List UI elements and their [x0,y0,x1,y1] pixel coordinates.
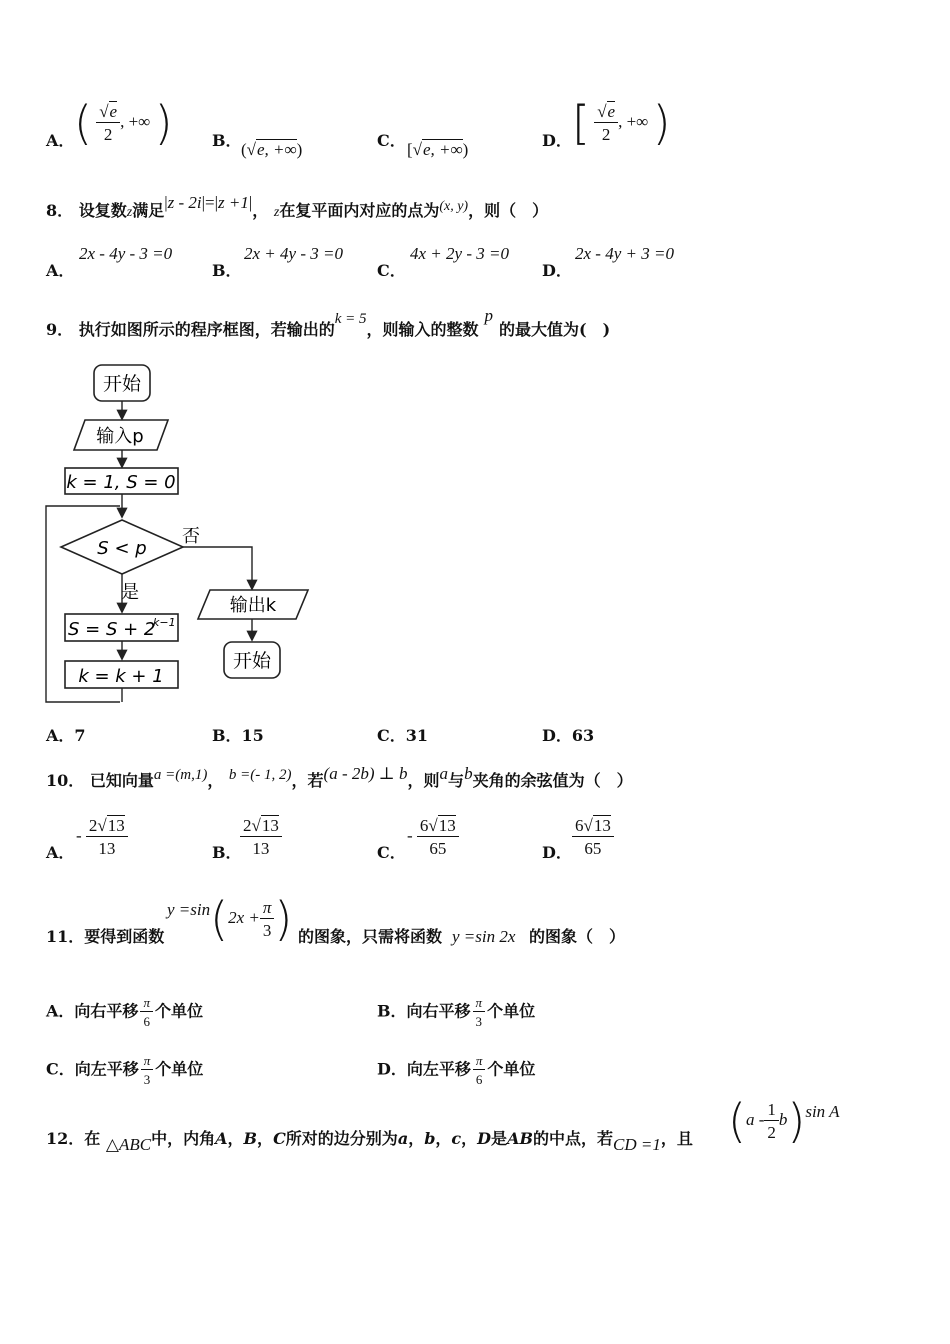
k-value: k = 5 [334,311,367,327]
flowchart [40,360,320,710]
var-a: a [439,764,449,783]
q8-option-a-text: 2x - 4y - 3 =0 [79,244,173,263]
flow-start-label: 开始 [102,373,142,395]
stem-text: 与 [448,771,465,790]
option-label: D． [542,131,572,150]
stem-text: 已知向量 [89,771,154,790]
q11-option-b: B．向右平移 $\frac{\pi}{3}$ 个单位 [377,995,536,1029]
flow-yes-label: 是 [121,582,139,603]
question-number: 8． [46,201,74,220]
q7-option-c-expr: [√e, +∞) [407,140,469,159]
flow-assign-s-label: S = S + 2 [68,619,156,640]
q10-option-c: C． [377,843,406,862]
right-paren: ) [652,96,671,150]
q11-option-a: A．向右平移 $\frac{\pi}{6}$ 个单位 [46,995,203,1029]
q10-option-b-expr: $\frac{2√13}{13}$ [240,817,282,857]
expr-rest: , +∞ [618,111,649,131]
cd-condition: CD =1 [613,1135,661,1154]
vector-b-def: b =(- 1, 2) [228,767,292,783]
q8-option-b-text: 2x + 4y - 3 =0 [244,244,343,263]
q11-function: y =sin(2x + $\frac{\pi}{3}$ ) [167,892,293,946]
q8-option-d: D． [542,261,572,280]
flow-init-label: k = 1, S = 0 [66,472,176,493]
stem-text: 所对的边分别为 [285,1129,398,1148]
q9-option-b: B．15 [212,726,264,745]
option-label: C． [377,131,406,150]
var-z: z [273,205,280,220]
stem-text: ，则 [407,771,440,790]
option-label: A． [46,131,75,150]
q8-option-c-text: 4x + 2y - 3 =0 [410,244,509,263]
fraction: $\frac{√e}{2}$ [594,103,618,143]
abs-condition: |z - 2i|=|z +1| [164,193,253,212]
option-label: B． [212,131,242,150]
q10-option-a-expr: - $\frac{2√13}{13}$ [76,817,128,857]
flow-assign-s-exp: k−1 [153,616,176,629]
q11-function-2: y =sin 2x [452,927,516,946]
q7-option-b [212,128,242,151]
q10-option-d-expr: $\frac{6√13}{65}$ [572,817,614,857]
left-paren: ( [74,96,92,150]
stem-text: ， [252,201,269,220]
flow-assign-k-label: k = k + 1 [78,666,164,687]
q10-stem [46,764,633,791]
stem-text: 中，内角 [151,1129,216,1148]
question-number: 12． [46,1129,85,1148]
var-p: p [484,306,494,325]
q9-option-d: D．63 [542,726,595,745]
q12-expression: (a - $\frac{1}{2}$ b)sin A [728,1094,840,1148]
stem-text: ，且 [660,1129,693,1148]
flow-arrow-no [183,547,252,588]
point: (x, y) [439,199,469,214]
q7-option-c [377,128,406,151]
stem-text: ，则（ ） [468,201,549,220]
stem-text: 在复平面内对应的点为 [279,201,440,220]
q7-option-a-expr [74,96,173,150]
stem-text: 在 [84,1129,101,1148]
q12-stem: 12．在 △ABC中，内角A，B，C所对的边分别为a，b，c，D是AB的中点，若CD =1，且 [46,1129,693,1154]
question-number: 9． [46,320,74,339]
q7-option-d-expr [572,96,671,150]
stem-text: 的中点，若 [533,1129,614,1148]
q8-stem [46,193,549,221]
q9-option-c: C．31 [377,726,429,745]
q10-option-c-expr: - $\frac{6√13}{65}$ [407,817,459,857]
stem-text: ，则输入的整数 [366,320,479,339]
question-number: 10． [46,771,85,790]
q7-option-d [542,128,572,151]
expr-rest: , +∞ [120,111,151,131]
q10-option-d: D． [542,843,572,862]
question-number: 11． [46,927,85,946]
q7-option-a [46,128,74,151]
stem-text: 的最大值为( ) [499,320,611,339]
stem-text: 要得到函数 [84,927,165,946]
q8-option-a: A． [46,261,75,280]
triangle: △ABC [105,1135,152,1154]
stem-text: 设复数 [78,201,127,220]
q10-option-b: B． [212,843,242,862]
q11-stem-mid [298,924,442,947]
left-bracket: [ [572,96,590,150]
flow-decision-label: S < p [97,538,147,559]
stem-text: 的图象（ ） [529,927,626,946]
flow-output-label: 输出k [229,595,277,616]
stem-text: ，若 [291,771,324,790]
fraction: $\frac{√e}{2}$ [96,103,120,143]
q9-option-a: A．7 [46,726,86,745]
q10-option-a: A． [46,843,75,862]
stem-text: 满足 [132,201,165,220]
stem-text: 夹角的余弦值为（ ） [472,771,633,790]
q9-stem [46,306,611,340]
flow-no-label: 否 [182,526,200,547]
q11-stem-number [46,924,164,947]
q11-option-d: D．向左平移 $\frac{\pi}{6}$ 个单位 [377,1053,536,1087]
perp-condition: (a - 2b) ⊥ b [323,764,408,783]
stem-text: 执行如图所示的程序框图，若输出的 [78,320,335,339]
var-z: z [126,205,133,220]
q8-option-d-text: 2x - 4y + 3 =0 [575,244,674,263]
right-paren: ) [154,96,173,150]
flow-input-label: 输入p [96,426,144,447]
var-b: b [464,764,473,783]
stem-text: ， [207,771,224,790]
stem-text: 的图象，只需将函数 [298,927,443,946]
q11-option-c: C．向左平移 $\frac{\pi}{3}$ 个单位 [46,1053,204,1087]
q8-option-b: B． [212,261,242,280]
q11-stem-end [529,924,625,947]
flow-end-label: 开始 [232,650,272,672]
vector-a-def: a =(m,1) [153,767,208,783]
q8-option-c: C． [377,261,406,280]
q7-option-b-expr: (√e, +∞) [241,140,303,159]
